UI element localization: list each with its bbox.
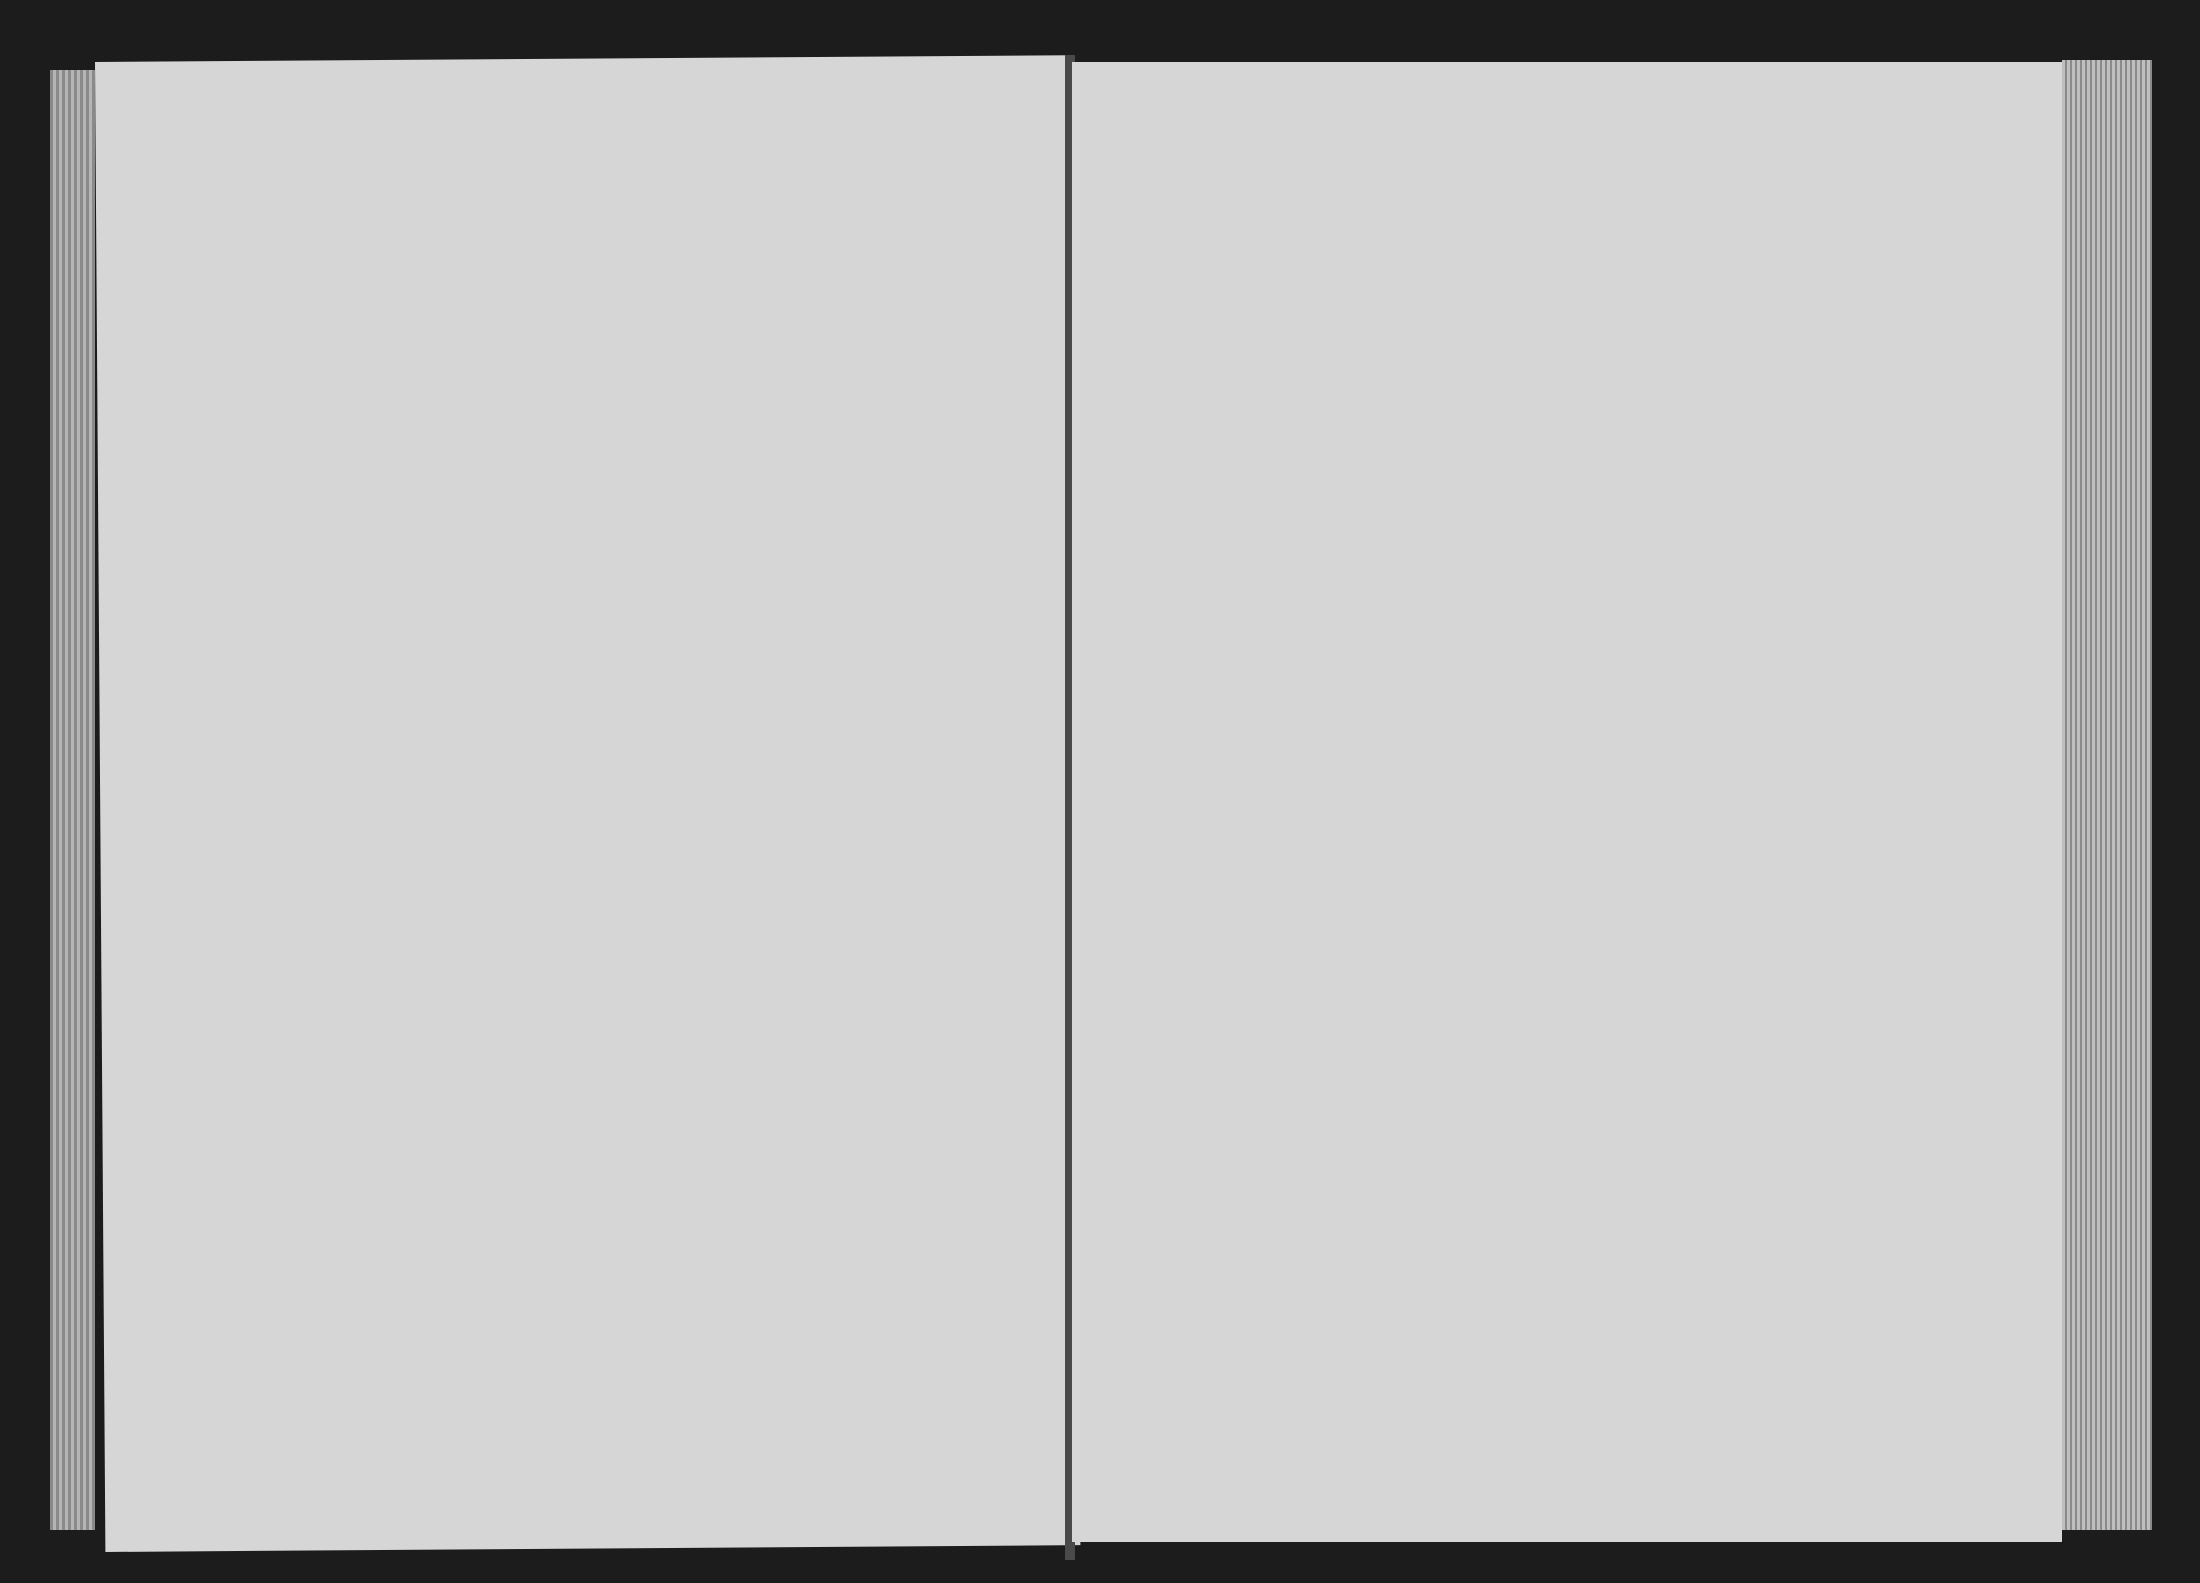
page-edges-left [50,70,95,1530]
right-page-ruling [1072,62,2062,1542]
right-register-page [1072,62,2062,1542]
page-edges-right [2062,60,2152,1530]
left-page-ruling [95,55,1080,1552]
left-register-page [95,55,1080,1552]
